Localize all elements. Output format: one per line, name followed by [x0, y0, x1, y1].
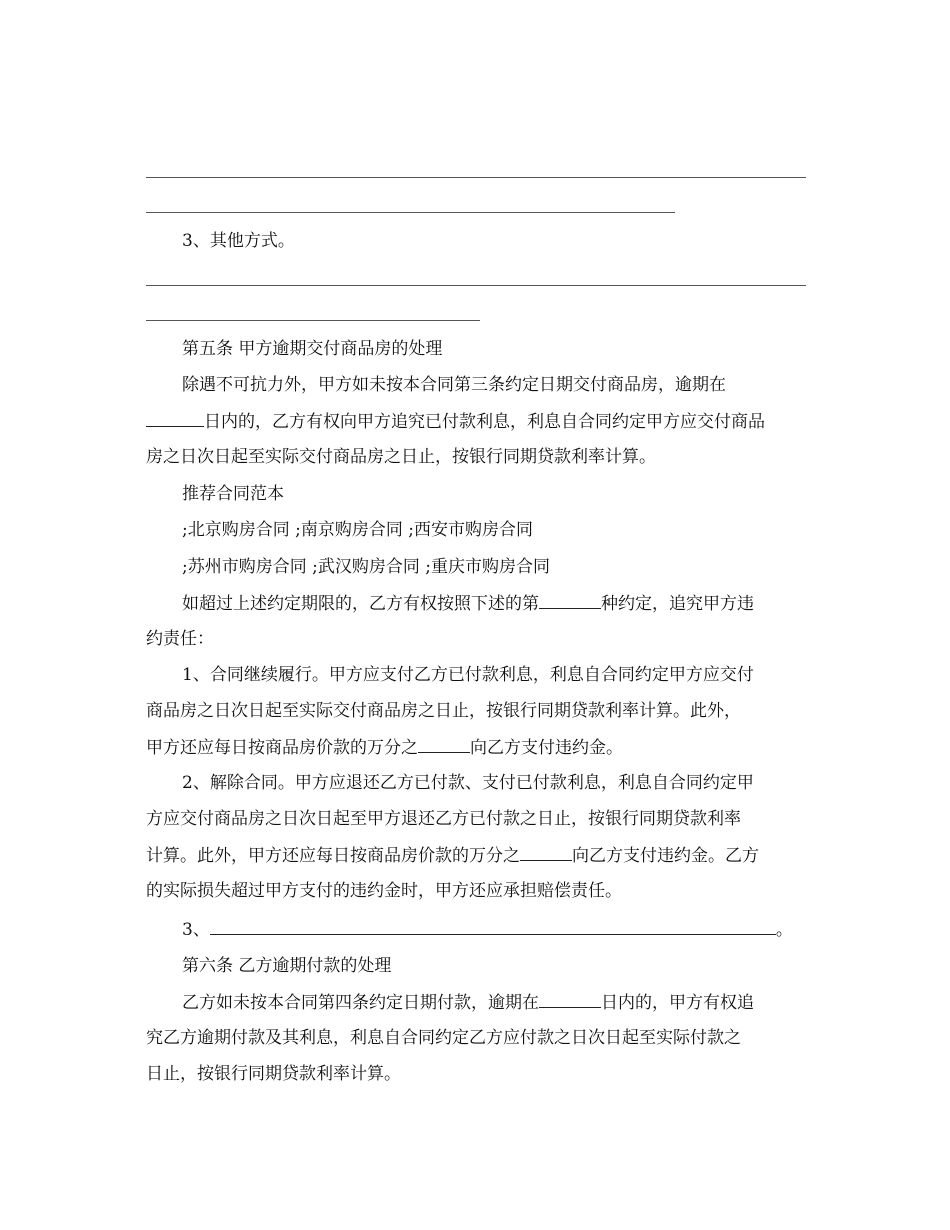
option-2-line: 2、解除合同。甲方应退还乙方已付款、支付已付款利息，利息自合同约定甲 — [182, 773, 754, 793]
fill-in-rule — [146, 212, 675, 213]
fill-in-rule — [146, 320, 480, 321]
option-3-line: 3、 。 — [182, 920, 793, 940]
article-6-paragraph-line: 乙方如未按本合同第四条约定日期付款，逾期在 日内的，甲方有权追 — [182, 993, 754, 1013]
blank-option-3 — [210, 918, 776, 935]
option-2-line: 计算。此外，甲方还应每日按商品房价款的万分之 向乙方支付违约金。乙方 — [146, 846, 759, 866]
recommend-title: 推荐合同范本 — [182, 484, 284, 504]
option-1-line: 商品房之日次日起至实际交付商品房之日止，按银行同期贷款利率计算。此外， — [146, 701, 741, 721]
article-6-paragraph-line: 究乙方逾期付款及其利息，利息自合同约定乙方应付款之日次日起至实际付款之 — [146, 1028, 741, 1048]
blank-days — [539, 991, 601, 1008]
fill-in-rule — [146, 285, 806, 286]
item-3-other-methods: 3、其他方式。 — [182, 231, 295, 251]
blank-days — [146, 410, 204, 427]
blank-penalty-rate — [520, 844, 572, 861]
article-5-paragraph-line: 日内的，乙方有权向甲方追究已付款利息，利息自合同约定甲方应交付商品 — [146, 410, 765, 433]
article-6-paragraph-line: 日止，按银行同期贷款利率计算。 — [146, 1064, 401, 1084]
blank-option-number — [539, 592, 601, 609]
option-2-line: 方应交付商品房之日次日起至甲方退还乙方已付款之日止，按银行同期贷款利率 — [146, 809, 741, 829]
fill-in-rule — [146, 177, 806, 178]
blank-penalty-rate — [418, 736, 470, 753]
recommend-links-line: ;苏州市购房合同 ;武汉购房合同 ;重庆市购房合同 — [182, 557, 550, 577]
option-1-line: 甲方还应每日按商品房价款的万分之 向乙方支付违约金。 — [146, 738, 623, 758]
article-5-paragraph-line: 除遇不可抗力外，甲方如未按本合同第三条约定日期交付商品房，逾期在 — [182, 375, 726, 395]
article-5-paragraph-line: 约责任： — [146, 629, 214, 649]
article-5-paragraph-line: 房之日次日起至实际交付商品房之日止，按银行同期贷款利率计算。 — [146, 447, 656, 467]
option-2-line: 的实际损失超过甲方支付的违约金时，甲方还应承担赔偿责任。 — [146, 881, 622, 901]
article-6-heading: 第六条 乙方逾期付款的处理 — [182, 956, 392, 976]
article-5-paragraph-line: 如超过上述约定期限的，乙方有权按照下述的第 种约定，追究甲方违 — [182, 594, 754, 614]
recommend-links-line: ;北京购房合同 ;南京购房合同 ;西安市购房合同 — [182, 520, 533, 540]
option-1-line: 1、合同继续履行。甲方应支付乙方已付款利息，利息自合同约定甲方应交付 — [182, 665, 754, 685]
article-5-heading: 第五条 甲方逾期交付商品房的处理 — [182, 339, 443, 359]
